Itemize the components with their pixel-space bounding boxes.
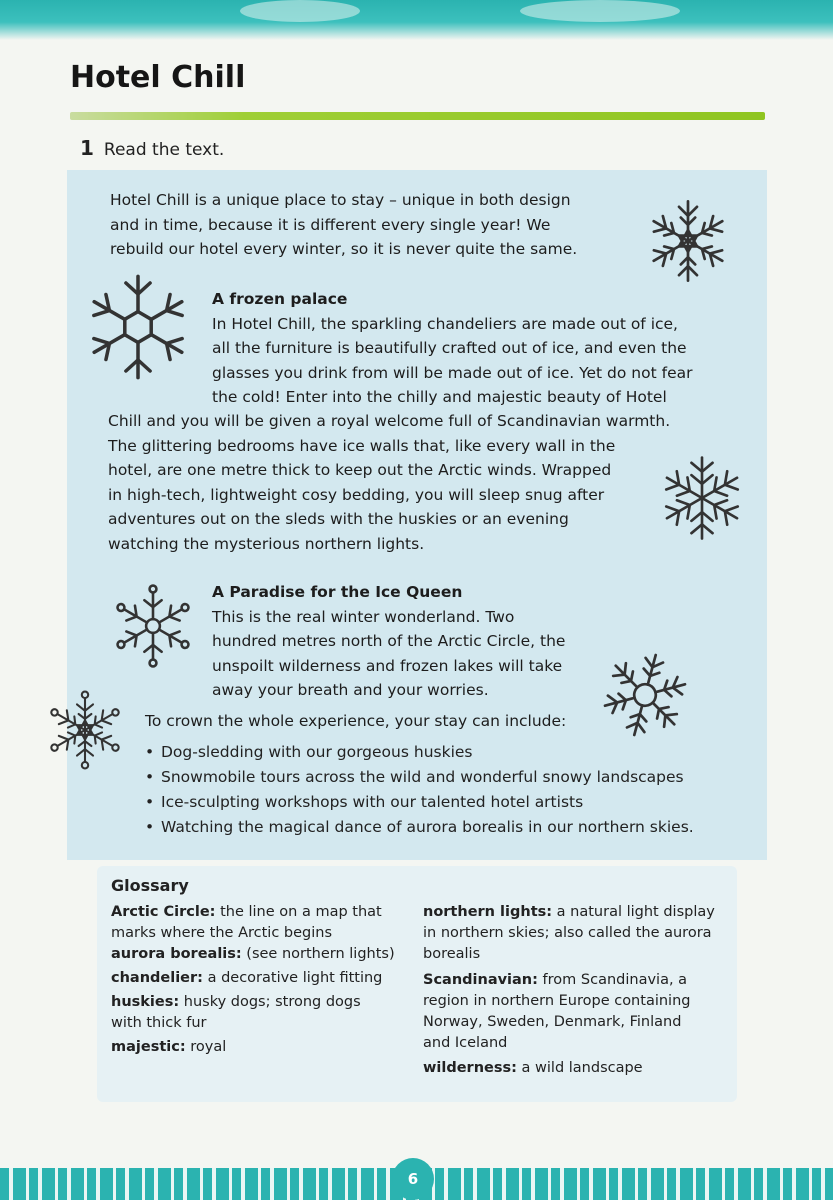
glossary-entry: [423, 970, 723, 1054]
section1-line: watching the mysterious northern lights.: [108, 534, 425, 553]
section1-line: In Hotel Chill, the sparkling chandeliers are made out of ice,: [212, 314, 678, 333]
glossary-definition: from Scandinavia, a: [542, 972, 688, 988]
glossary-entry: [111, 902, 411, 944]
page-number: 6: [392, 1158, 434, 1200]
glossary-title: Glossary: [111, 876, 189, 895]
section1-heading: A frozen palace: [212, 290, 348, 308]
glossary-term: chandelier:: [111, 970, 203, 986]
glossary-term: majestic:: [111, 1039, 186, 1055]
glossary-definition: (see northern lights): [246, 946, 395, 962]
glossary-definition: a decorative light fitting: [207, 970, 383, 986]
glossary-left-column: [111, 902, 411, 1058]
glossary-definition: borealis: [423, 946, 481, 962]
top-decorative-band: [0, 0, 833, 40]
glossary-term: aurora borealis:: [111, 946, 242, 962]
glossary-term: huskies:: [111, 994, 180, 1010]
section1-line: Chill and you will be given a royal welcome full of Scandinavian warmth.: [108, 412, 671, 430]
glossary-box: [97, 866, 737, 1102]
list-item: • Snowmobile tours across the wild and wonderful snowy landscapes: [145, 765, 694, 790]
glossary-entry: [423, 1058, 723, 1079]
section1-line: all the furniture is beautifully crafted out of ice, and even the: [212, 339, 687, 357]
glossary-term: wilderness:: [423, 1060, 517, 1076]
glossary-definition: a wild landscape: [521, 1060, 643, 1076]
intro-line: rebuild our hotel every winter, so it is never quite the same.: [110, 240, 578, 258]
instruction-text: Read the text.: [103, 140, 225, 160]
intro-line: Hotel Chill is a unique place to stay – unique in both design: [110, 191, 571, 209]
glossary-definition: and Iceland: [423, 1035, 508, 1051]
section2-line: This is the real winter wonderland. Two: [212, 607, 515, 626]
list-item: • Watching the magical dance of aurora borealis in our northern skies.: [145, 815, 694, 840]
glossary-definition: in northern skies; also called the aurora: [423, 925, 712, 941]
glossary-entry: [423, 902, 723, 965]
section2-heading: A Paradise for the Ice Queen: [212, 583, 463, 601]
glossary-term: Scandinavian:: [423, 972, 538, 988]
band-texture: [240, 0, 360, 22]
section1-top: [212, 287, 692, 410]
glossary-definition: marks where the Arctic begins: [111, 925, 333, 941]
section1-line: the cold! Enter into the chilly and majestic beauty of Hotel: [212, 388, 667, 406]
snowflake-icon: [600, 650, 690, 740]
glossary-entry: [111, 968, 411, 989]
glossary-definition: royal: [190, 1039, 227, 1055]
section2-text: [212, 580, 565, 703]
section1-line: adventures out on the sleds with the huskies or an evening: [108, 510, 569, 528]
instruction: [80, 136, 224, 160]
glossary-definition: husky dogs; strong dogs: [183, 994, 361, 1010]
glossary-definition: a natural light display: [556, 904, 715, 920]
glossary-entry: [111, 944, 411, 965]
glossary-definition: Norway, Sweden, Denmark, Finland: [423, 1014, 682, 1030]
intro-paragraph: [110, 188, 577, 262]
title-underline: [70, 112, 765, 120]
list-item: • Ice-sculpting workshops with our talented hotel artists: [145, 790, 694, 815]
section1-bottom: [108, 409, 670, 556]
snowflake-icon: [110, 580, 196, 672]
glossary-entry: [111, 992, 411, 1034]
glossary-term: Arctic Circle:: [111, 904, 216, 920]
snowflake-icon: [38, 690, 132, 770]
page-title: Hotel Chill: [70, 60, 246, 95]
crown-text: To crown the whole experience, your stay can include:: [145, 712, 567, 730]
section2-line: unspoilt wilderness and frozen lakes will take: [212, 656, 563, 675]
glossary-definition: with thick fur: [111, 1015, 207, 1031]
section1-line: in high-tech, lightweight cosy bedding, you will sleep snug after: [108, 485, 605, 504]
glossary-definition: region in northern Europe containing: [423, 993, 691, 1009]
glossary-right-column: [423, 902, 723, 1079]
list-item: • Dog-sledding with our gorgeous huskies: [145, 740, 694, 765]
section2-line: away your breath and your worries.: [212, 681, 489, 699]
snowflake-icon: [640, 196, 736, 286]
section1-line: glasses you drink from will be made out of ice. Yet do not fear: [212, 363, 693, 382]
activities-list: [145, 740, 694, 840]
glossary-definition: the line on a map that: [220, 904, 382, 920]
section2-line: hundred metres north of the Arctic Circle, the: [212, 632, 566, 650]
snowflake-icon: [658, 450, 746, 546]
section1-line: hotel, are one metre thick to keep out the Arctic winds. Wrapped: [108, 461, 612, 479]
intro-line: and in time, because it is different every single year! We: [110, 215, 551, 234]
glossary-entry: [111, 1037, 411, 1058]
section1-line: The glittering bedrooms have ice walls that, like every wall in the: [108, 436, 616, 455]
snowflake-icon: [80, 272, 196, 382]
band-texture: [520, 0, 680, 22]
glossary-term: northern lights:: [423, 904, 553, 920]
instruction-number: 1: [80, 136, 94, 160]
